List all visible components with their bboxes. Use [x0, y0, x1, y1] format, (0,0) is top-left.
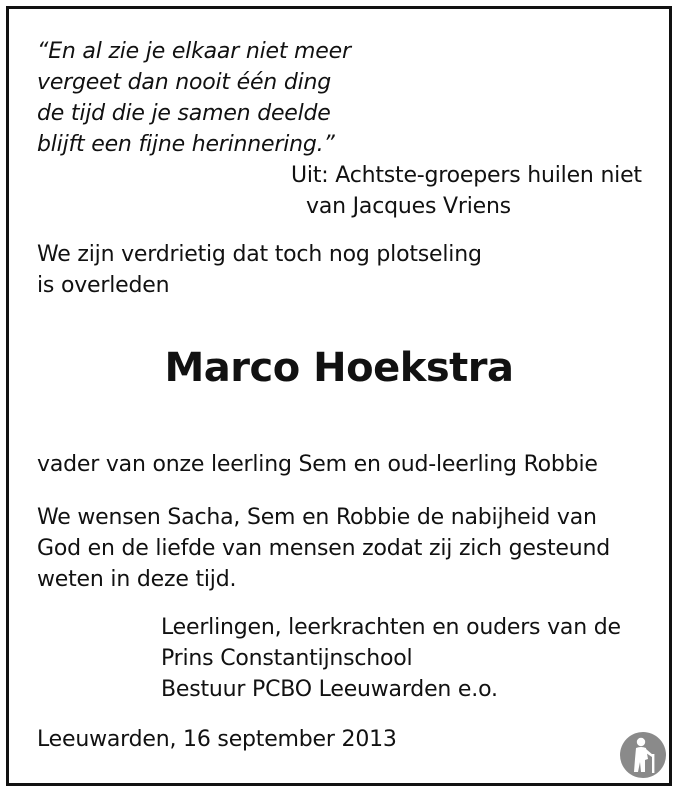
memorial-figure-icon [619, 731, 667, 779]
poem-line-4: blijft een fijne herinnering.” [37, 132, 335, 157]
place-date: Leeuwarden, 16 september 2013 [37, 727, 397, 752]
intro-line-1: We zijn verdrietig dat toch nog plotseling [37, 242, 482, 267]
poem-line-2: vergeet dan nooit één ding [37, 70, 332, 95]
wish-line-1: We wensen Sacha, Sem en Robbie de nabijheid van [37, 505, 597, 530]
poem-line-1: “En al zie je elkaar niet meer [37, 39, 351, 64]
signatory-line-3: Bestuur PCBO Leeuwarden e.o. [161, 677, 498, 702]
poem-source-line-2: van Jacques Vriens [306, 194, 511, 219]
wish-line-2: God en de liefde van mensen zodat zij zich gesteund [37, 536, 611, 561]
signatory-line-2: Prins Constantijnschool [161, 646, 413, 671]
relation-line: vader van onze leerling Sem en oud-leerling Robbie [37, 452, 598, 477]
poem-source-line-1: Uit: Achtste-groepers huilen niet [291, 163, 642, 188]
poem-line-3: de tijd die je samen deelde [37, 101, 331, 126]
intro-line-2: is overleden [37, 273, 170, 298]
signatory-line-1: Leerlingen, leerkrachten en ouders van de [161, 615, 621, 640]
wish-line-3: weten in deze tijd. [37, 567, 237, 592]
deceased-name: Marco Hoekstra [164, 345, 514, 391]
